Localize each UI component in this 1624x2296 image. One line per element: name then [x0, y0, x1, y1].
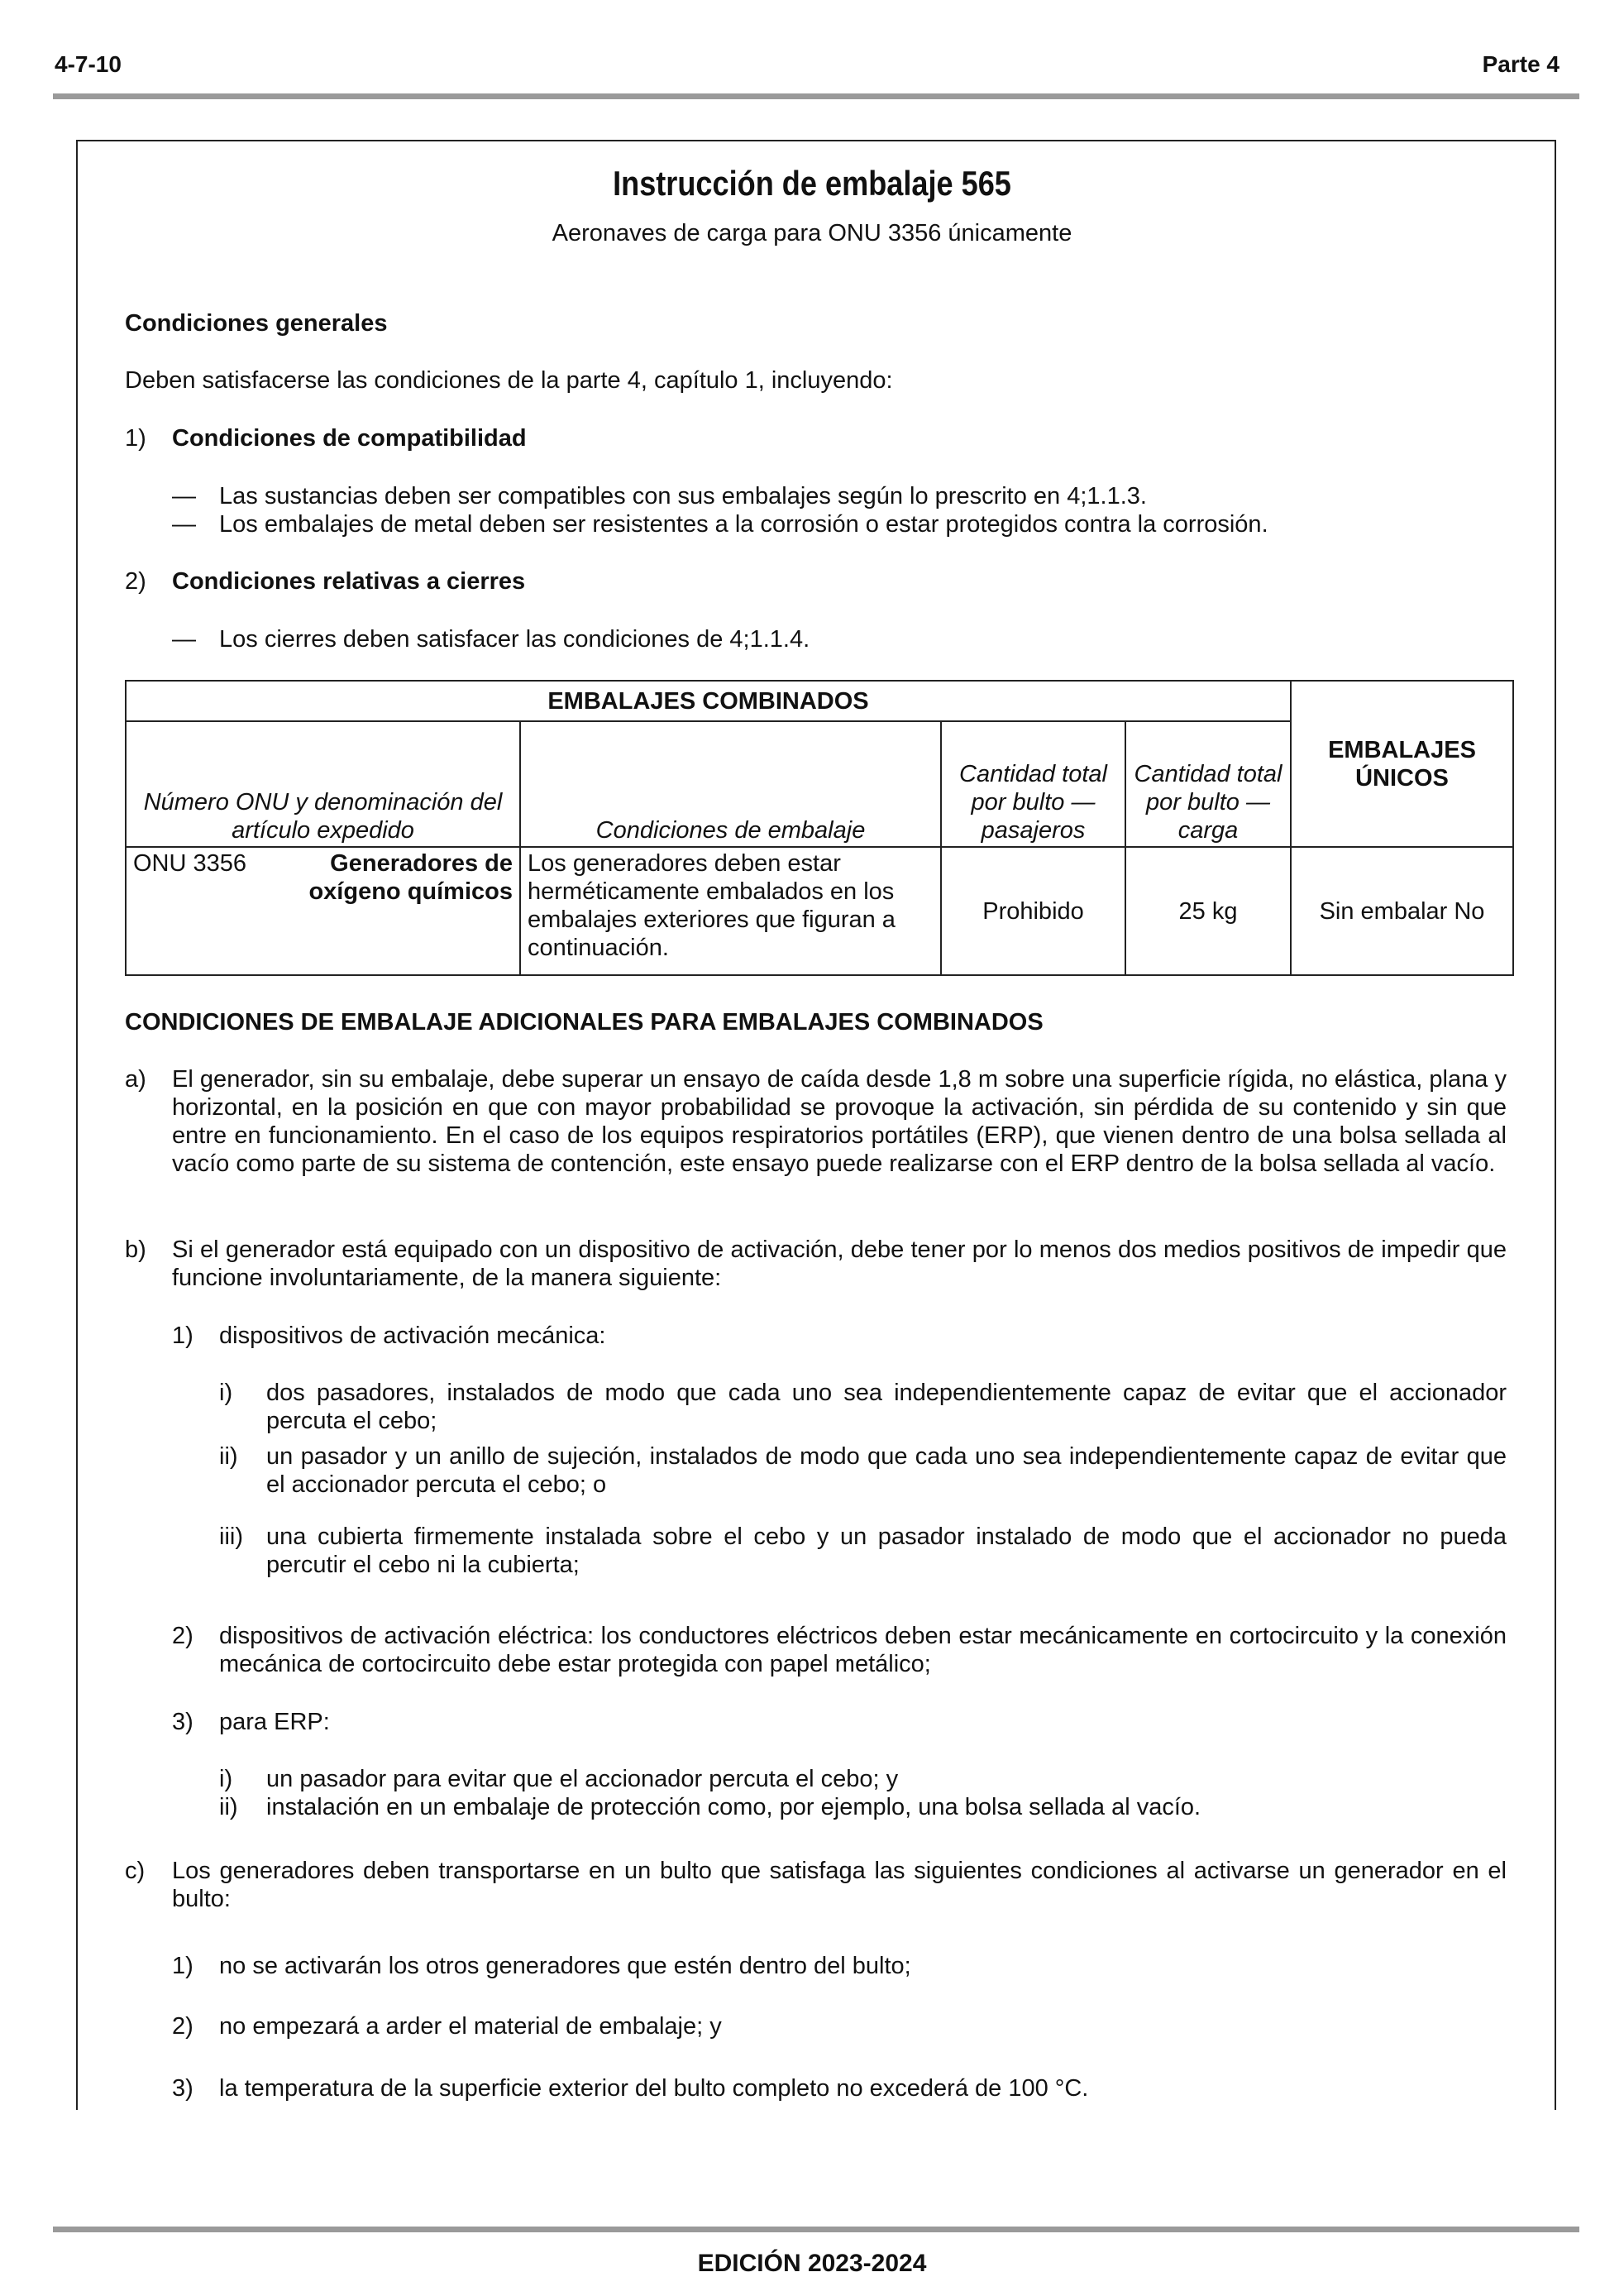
un-name-column-header: Número ONU y denominación del artículo expedido — [126, 721, 520, 847]
part-label: Parte 4 — [1482, 51, 1560, 77]
item-number: 1) — [125, 425, 146, 452]
item-label: c) — [125, 1858, 146, 1884]
combined-packagings-header: EMBALAJES COMBINADOS — [126, 681, 1291, 721]
closures-heading: Condiciones relativas a cierres — [172, 568, 526, 595]
mechanical-item-text: dos pasadores, instalados de modo que cada uno sea independientemente capaz de evitar que el accionador percuta el cebo; — [266, 1380, 1507, 1434]
document-title: Instrucción de embalaje 565 — [613, 164, 1011, 203]
dash-mark: — — [172, 483, 196, 509]
package-condition-text: no empezará a arder el material de embalaje; y — [219, 2013, 722, 2040]
cargo-quantity-column-header: Cantidad total por bulto — carga — [1125, 721, 1291, 847]
item-number: 2) — [125, 568, 146, 595]
item-label: b) — [125, 1236, 146, 1263]
compatibility-heading: Condiciones de compatibilidad — [172, 425, 527, 452]
item-label: 3) — [172, 1709, 193, 1735]
package-condition-text: la temperatura de la superficie exterior del bulto completo no excederá de 100 °C. — [219, 2075, 1089, 2102]
cargo-quantity-cell: 25 kg — [1125, 847, 1291, 975]
item-label: 1) — [172, 1323, 193, 1349]
un-proper-name: Generadores de oxígeno químicos — [308, 850, 513, 905]
table-row — [126, 847, 1513, 975]
item-label: iii) — [219, 1523, 243, 1550]
header-rule — [53, 93, 1579, 99]
packing-conditions-cell: Los generadores deben estar herméticamente embalados en los embalajes exteriores que figuran a continuación. — [520, 847, 941, 975]
mechanical-activation-text: dispositivos de activación mecánica: — [219, 1323, 606, 1349]
single-packagings-cell: Sin embalar No — [1291, 847, 1513, 975]
compatibility-bullet: Los embalajes de metal deben ser resistentes a la corrosión o estar protegidos contra la corrosión. — [219, 511, 1268, 538]
package-condition-text: no se activarán los otros generadores que estén dentro del bulto; — [219, 1953, 911, 1979]
closures-bullet: Los cierres deben satisfacer las condiciones de 4;1.1.4. — [219, 626, 810, 653]
general-conditions-heading: Condiciones generales — [125, 310, 388, 337]
passenger-quantity-column-header: Cantidad total por bulto — pasajeros — [941, 721, 1125, 847]
additional-conditions-heading: CONDICIONES DE EMBALAJE ADICIONALES PARA EMBALAJES COMBINADOS — [125, 1009, 1044, 1036]
item-label: 2) — [172, 1623, 193, 1649]
mechanical-item-text: un pasador y un anillo de sujeción, instalados de modo que cada uno sea independientemente capaz de evitar que el accionador percuta el cebo; o — [266, 1443, 1507, 1498]
document-subtitle: Aeronaves de carga para ONU 3356 únicamente — [552, 220, 1072, 246]
item-label: a) — [125, 1066, 146, 1093]
dash-mark: — — [172, 626, 196, 653]
item-label: 1) — [172, 1953, 193, 1979]
erp-text: para ERP: — [219, 1709, 330, 1735]
condition-b-text: Si el generador está equipado con un dispositivo de activación, debe tener por lo menos dos medios positivos de impedir que funcione involuntariamente, de la manera siguiente: — [172, 1236, 1507, 1291]
electrical-activation-text: dispositivos de activación eléctrica: los conductores eléctricos deben estar mecánicamente en cortocircuito y la conexión mecánica de cortocircuito debe estar protegida con papel metálico; — [219, 1623, 1507, 1677]
item-label: 3) — [172, 2075, 193, 2102]
page-number: 4-7-10 — [55, 51, 122, 77]
general-conditions-intro: Deben satisfacerse las condiciones de la parte 4, capítulo 1, incluyendo: — [125, 367, 893, 394]
item-label: ii) — [219, 1443, 238, 1470]
packing-table — [125, 680, 1514, 976]
item-label: i) — [219, 1380, 233, 1406]
erp-item-text: un pasador para evitar que el accionador percuta el cebo; y — [266, 1766, 899, 1792]
mechanical-item-text: una cubierta firmemente instalada sobre el cebo y un pasador instalado de modo que el accionador no pueda percutir el cebo ni la cubierta; — [266, 1523, 1507, 1578]
item-label: ii) — [219, 1794, 238, 1820]
un-cell — [126, 847, 520, 975]
condition-a-text: El generador, sin su embalaje, debe superar un ensayo de caída desde 1,8 m sobre una superficie rígida, no elástica, plana y horizontal, en la posición en que con mayor probabilidad se provoque la activación, sin pérdida de su contenido y sin que entre en funcionamiento. En el caso de los equipos respiratorios portátiles (ERP), que vienen dentro de una bolsa sellada al vacío como parte de su sistema de contención, este ensayo puede realizarse con el ERP dentro de la bolsa sellada al vacío. — [172, 1066, 1507, 1177]
compatibility-bullet: Las sustancias deben ser compatibles con sus embalajes según lo prescrito en 4;1.1.3. — [219, 483, 1147, 509]
item-label: i) — [219, 1766, 233, 1792]
erp-item-text: instalación en un embalaje de protección como, por ejemplo, una bolsa sellada al vacío. — [266, 1794, 1201, 1820]
footer-rule — [53, 2227, 1579, 2232]
passenger-quantity-cell: Prohibido — [941, 847, 1125, 975]
item-label: 2) — [172, 2013, 193, 2040]
edition-footer: EDICIÓN 2023-2024 — [697, 2250, 927, 2277]
dash-mark: — — [172, 511, 196, 538]
un-number: ONU 3356 — [133, 850, 247, 877]
single-packagings-header: EMBALAJES ÚNICOS — [1291, 681, 1513, 847]
packing-conditions-column-header: Condiciones de embalaje — [520, 721, 941, 847]
condition-c-text: Los generadores deben transportarse en un bulto que satisfaga las siguientes condiciones al activarse un generador en el bulto: — [172, 1858, 1507, 1912]
